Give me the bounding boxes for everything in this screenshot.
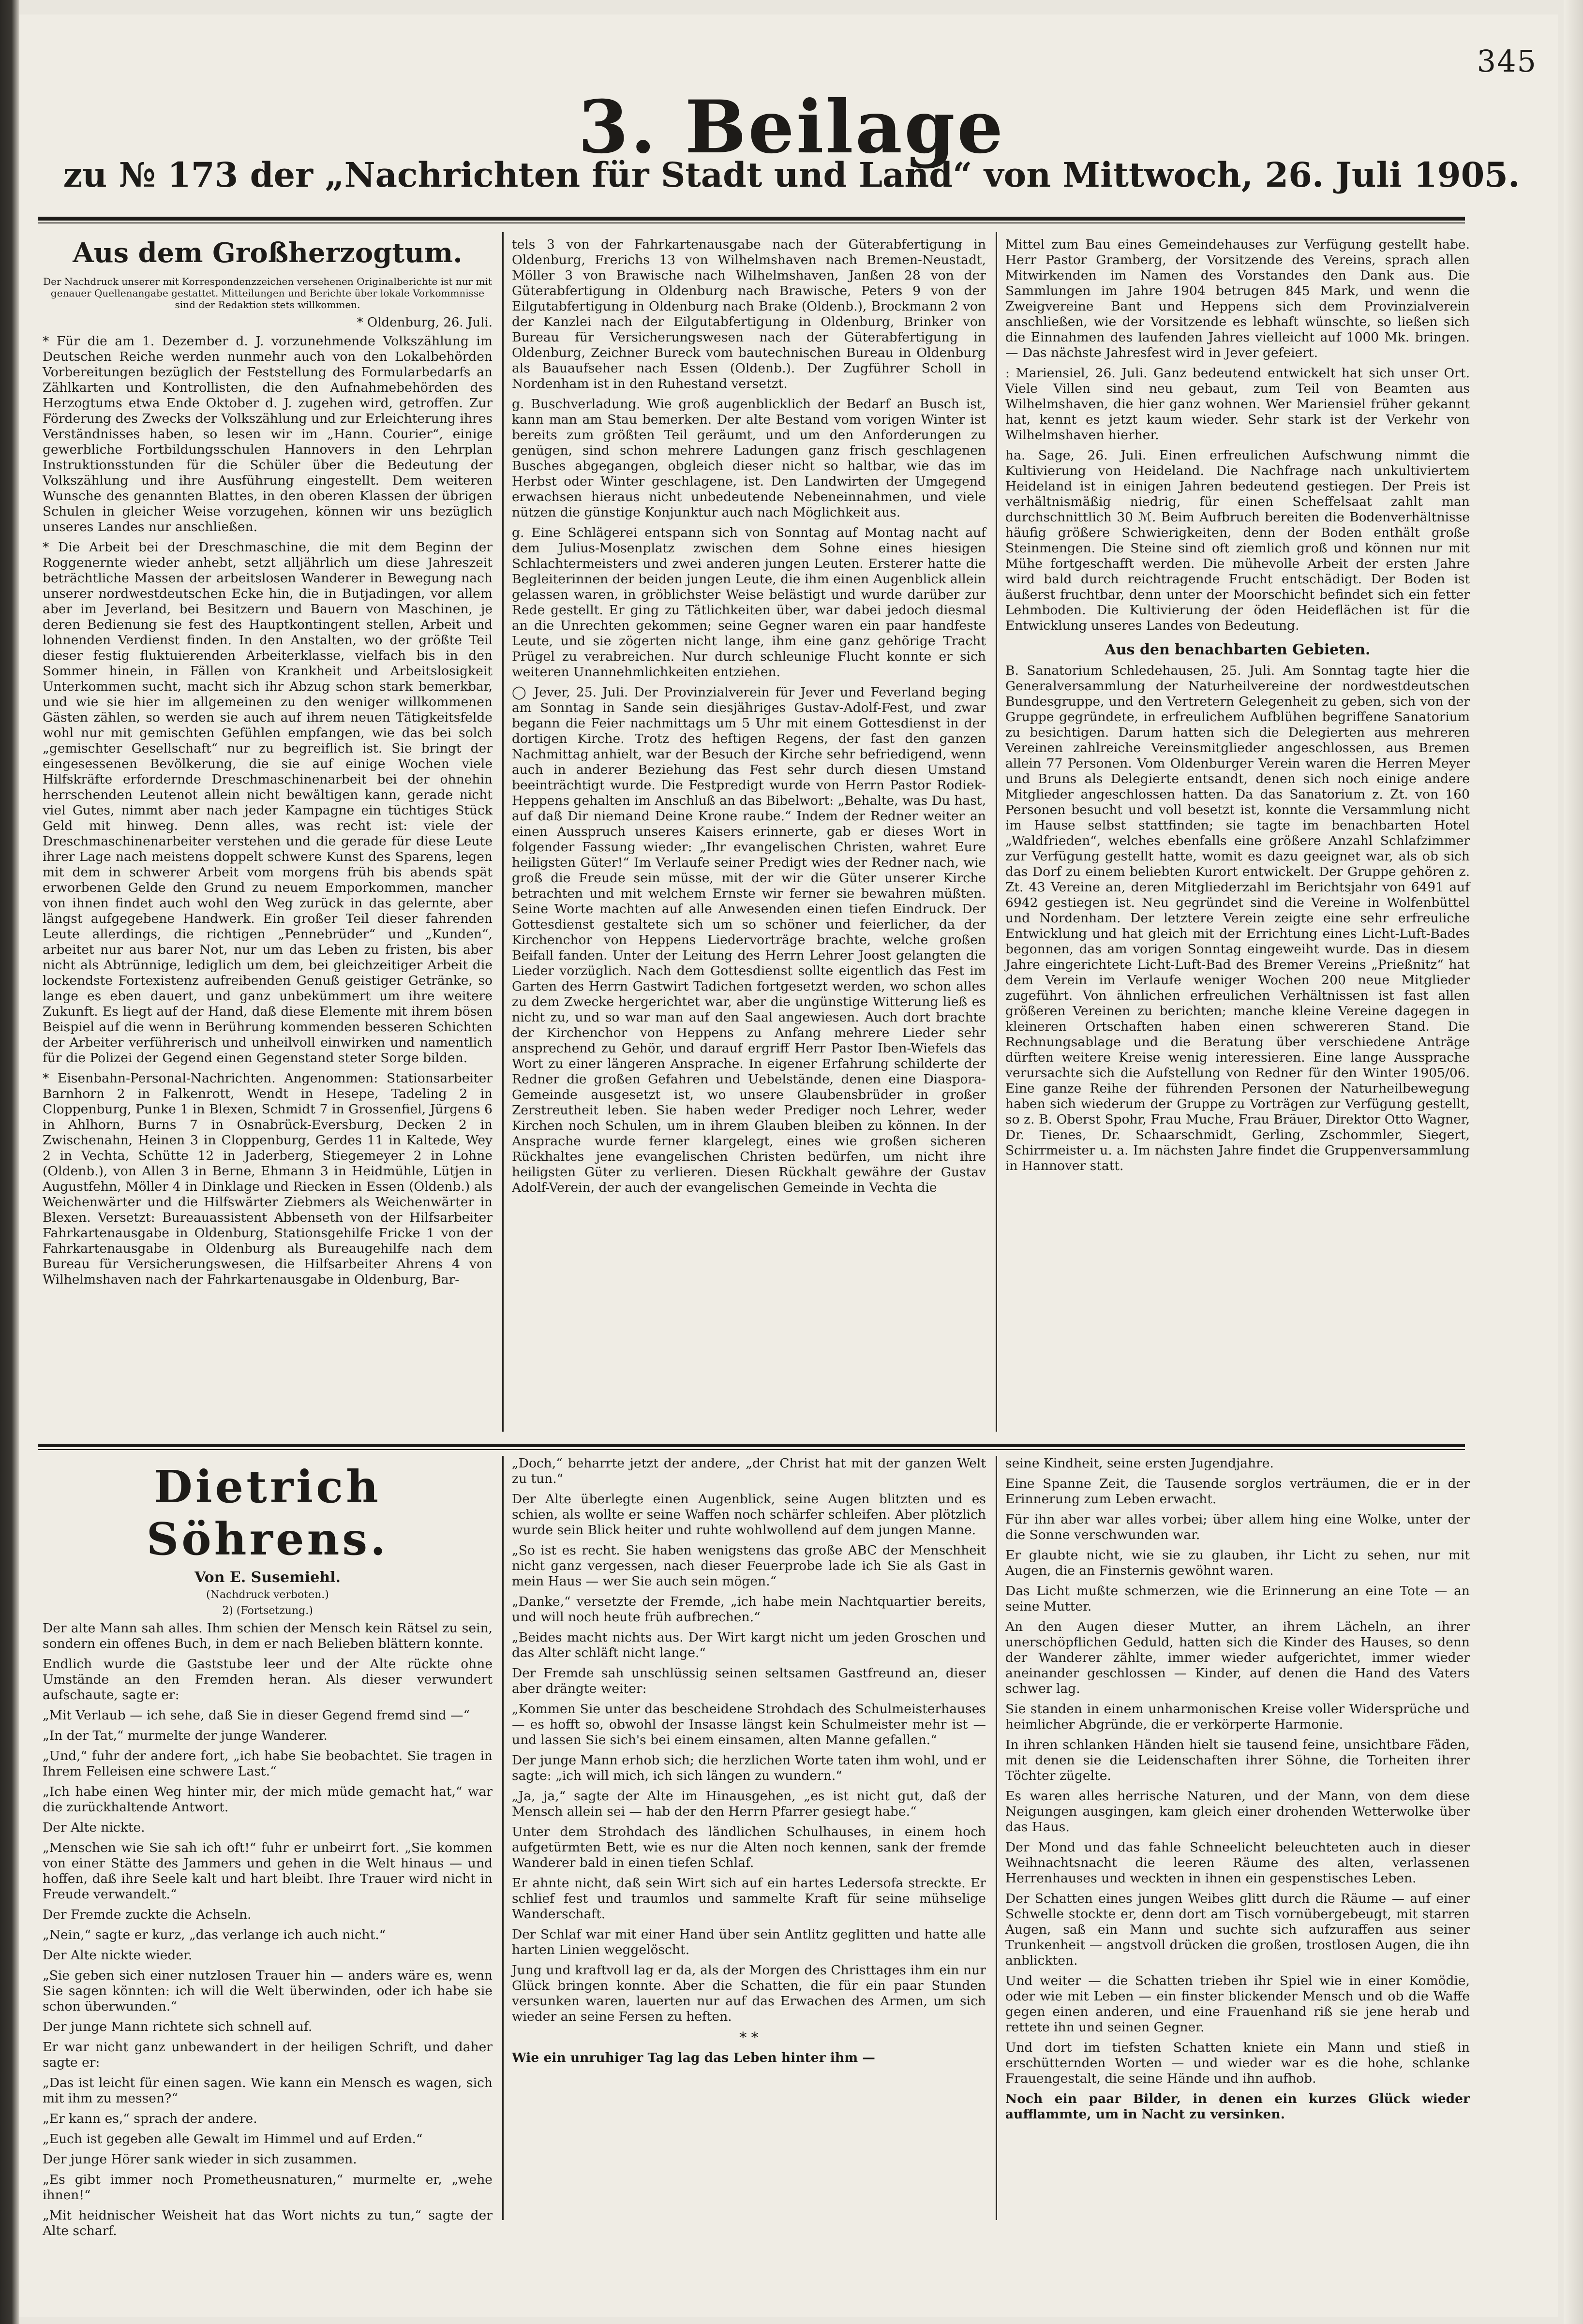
novel-paragraph: Sie standen in einem unharmonischen Kreise voller Widersprüche und heimlicher Abgründe, die er verkörperte Harmonie. xyxy=(1005,1702,1470,1732)
novel-paragraph: seine Kindheit, seine ersten Jugendjahre. xyxy=(1005,1456,1274,1471)
feuilleton-rule-thin xyxy=(38,1449,1465,1450)
novel-column-3 xyxy=(1005,1456,1470,2220)
novel-installment xyxy=(43,1605,493,1617)
novel-paragraph: Der Alte nickte. xyxy=(43,1820,145,1835)
reprint-note: Der Nachdruck unserer mit Korrespondenzzeichen versehenen Originalberichte ist nur mit genauer Quellenangabe gestattet. Mitteilungen und Berichte über lokale Vorkommnisse sind der Redaktion stets willkommen. xyxy=(43,276,492,311)
novel-paragraph: Der Fremde zuckte die Achseln. xyxy=(43,1907,252,1922)
article-jever-cont: Mittel zum Bau eines Gemeindehauses zur Verfügung gestellt habe. Herr Pastor Gramberg, der Vorsitzende des Vereins, sprach allen Mitwirkenden im Namen des Vorstandes den Dank aus. Die Sammlungen im Jahre 1904 betrugen 845 Mark, und wenn die Zweigvereine Bant und Heppens sich dem Provinzialverein anschließen, wie der Vorsitzende es lebhaft wünschte, so ließen sich die Einnahmen des laufenden Jahres vielleicht auf 1000 Mk. bringen. — Das nächste Jahresfest wird in Jever gefeiert. xyxy=(1005,237,1470,360)
novel-paragraph: Der Alte nickte wieder. xyxy=(43,1948,193,1963)
novel-column-2 xyxy=(512,1456,986,2220)
novel-paragraph: Der Schatten eines jungen Weibes glitt durch die Räume — auf einer Schwelle stockte er, denn dort am Tisch vornübergebeugt, mit starren Augen, saß ein Mann und suchte sich aufzuraffen aus seiner Trunkenheit — angstvoll drücken die großen, trostlosen Augen, die ihn anblickten. xyxy=(1005,1891,1470,1968)
novel-paragraph: „Euch ist gegeben alle Gewalt im Himmel und auf Erden.“ xyxy=(43,2132,423,2146)
column-2-upper xyxy=(512,237,986,1432)
supplement-title: 3. Beilage xyxy=(578,85,1005,170)
article-schlaegerei: g. Eine Schlägerei entspann sich von Sonntag auf Montag nacht auf dem Julius-Mosenplatz zwischen dem Sohne eines hiesigen Schlachtermeisters und zwei anderen jungen Leuten. Ersterer hatte die Begleiterinnen der beiden jungen Leute, die ihm einen Augenblick allein gelassen waren, in gröblichster Weise belästigt und wurde darüber zur Rede gestellt. Er ging zu Tätlichkeiten über, war dabei jedoch diesmal an die Unrechten gekommen; seine Gegner waren ein paar handfeste Leute, und sie zögerten nicht lange, ihm eine ganz gehörige Tracht Prügel zu verabreichen. Nur durch schleunige Flucht konnte er sich weiteren Unannehmlichkeiten entziehen. xyxy=(512,525,986,680)
novel-paragraph: „Sie geben sich einer nutzlosen Trauer hin — anders wäre es, wenn Sie sagen könnten: ich will die Welt überwinden, oder ich habe sie schon überwunden.“ xyxy=(43,1968,493,2014)
novel-paragraph: „In der Tat,“ murmelte der junge Wanderer. xyxy=(43,1728,328,1743)
novel-paragraph: „Ja, ja,“ sagte der Alte im Hinausgehen, „es ist nicht gut, daß der Mensch allein sei — hab der den Herrn Pfarrer gesiegt habe.“ xyxy=(512,1789,986,1819)
novel-paragraph: Der alte Mann sah alles. Ihm schien der Mensch kein Rätsel zu sein, sondern ein offenes Buch, in dem er nach Belieben blättern konnte. xyxy=(43,1621,493,1651)
novel-paragraph: „Mit Verlaub — ich sehe, daß Sie in dieser Gegend fremd sind —“ xyxy=(43,1708,470,1723)
novel-paragraph: Eine Spanne Zeit, die Tausende sorglos verträumen, die er in der Erinnerung zum Leben erwacht. xyxy=(1005,1476,1470,1507)
page-number: 345 xyxy=(1477,44,1537,79)
novel-title: Dietrich Söhrens. xyxy=(146,1461,389,1565)
novel-paragraph: Der Alte überlegte einen Augenblick, seine Augen blitzten und es schien, als wollte er seine Waffen noch schärfer schleifen. Aber plötzlich wurde sein Blick heiter und ruhte wohlwollend auf dem jungen Manne. xyxy=(512,1492,986,1538)
novel-paragraph: Das Licht mußte schmerzen, wie die Erinnerung an eine Tote — an seine Mutter. xyxy=(1005,1584,1470,1614)
novel-paragraph: „Er kann es,“ sprach der andere. xyxy=(43,2111,257,2126)
novel-paragraph: „Nein,“ sagte er kurz, „das verlange ich auch nicht.“ xyxy=(43,1927,386,1942)
novel-paragraph: „Doch,“ beharrte jetzt der andere, „der Christ hat mit der ganzen Welt zu tun.“ xyxy=(512,1456,986,1486)
novel-paragraph: „So ist es recht. Sie haben wenigstens das große ABC der Menschheit nicht ganz vergessen, nach dieser Feuerprobe lade ich Sie als Gast in mein Haus — wer Sie auch sein mögen.“ xyxy=(512,1543,986,1589)
novel-paragraph: Der Fremde sah unschlüssig seinen seltsamen Gastfreund an, dieser aber drängte weiter: xyxy=(512,1666,986,1696)
novel-paragraph: Für ihn aber war alles vorbei; über allem hing eine Wolke, unter der die Sonne verschwunden war. xyxy=(1005,1512,1470,1542)
novel-column-1 xyxy=(43,1456,493,2238)
novel-paragraph: Endlich wurde die Gaststube leer und der Alte rückte ohne Umstände an den Fremden heran. Als dieser verwundert aufschaute, sagte er: xyxy=(43,1657,493,1702)
novel-paragraph: Und weiter — die Schatten trieben ihr Spiel wie in einer Komödie, oder wie mit Leben — ein finster blickender Mensch und ob die Waffe gegen einen anderen, und eine Frauenhand riß sie jene herab und rettete ihn und seinen Gegner. xyxy=(1005,1973,1470,2035)
novel-paragraph: Unter dem Strohdach des ländlichen Schulhauses, in einem hoch aufgetürmten Bett, wie es nur die Alten noch kennen, sank der fremde Wanderer bald in einen tiefen Schlaf. xyxy=(512,1824,986,1870)
column-3-upper xyxy=(1005,237,1470,1432)
article-sanatorium-schledehausen: B. Sanatorium Schledehausen, 25. Juli. Am Sonntag tagte hier die Generalversammlung der Naturheilvereine der nordwestdeutschen Bundesgruppe, und den Vertretern Gelegenheit zu geben, sich von der Gruppe gegründete, in erfreulichem Aufblühen begriffene Sanatorium zu besichtigen. Darum hatten sich die Delegierten aus mehreren Vereinen zahlreiche Vereinsmitglieder angeschlossen, aus Bremen allein 77 Personen. Vom Oldenburger Verein waren die Herren Meyer und Bruns als Delegierte entsandt, denen sich noch einige andere Mitglieder angeschlossen hatten. Da das Sanatorium z. Zt. von 160 Personen besucht und voll besetzt ist, konnte die Versammlung nicht im Hause selbst stattfinden; sie tagte im benachbarten Hotel „Waldfrieden“, welches ebenfalls eine größere Anzahl Schlafzimmer zur Verfügung gestellt hatte, womit es dazu geeignet war, als ob sich das Dorf zu einem beliebten Kurort entwickelt. Der Gruppe gehören z. Zt. 43 Vereine an, deren Mitgliederzahl im Berichtsjahr von 6491 auf 6942 gestiegen ist. Neu gegründet sind die Vereine in Wolfenbüttel und Nordenham. Der letztere Verein zeigte eine sehr erfreuliche Entwicklung und hat gleich mit der Errichtung eines Licht-Luft-Bades begonnen, das am vorigen Sonntag eingeweiht wurde. Das in diesem Jahre eingerichtete Licht-Luft-Bad des Bremer Vereins „Prießnitz“ hat dem Verein im Verlaufe weniger Wochen 200 neue Mitglieder zugeführt. Von ähnlichen erfreulichen Verhältnissen ist fast allen größeren Vereinen zu berichten; manche kleine Vereine dagegen in kleineren Ortschaften haben einen schwereren Stand. Die Rechnungsablage und die Beratung über verschiedene Anträge dürften weitere Kreise wenig interessieren. Eine lange Aussprache verursachte sich die Aufstellung von Redner für den Winter 1905/06. Eine ganze Reihe der führenden Personen der Naturheilbewegung haben sich wiederum der Gruppe zu Vorträgen zur Verfügung gestellt, so z. B. Oberst Spohr, Frau Muche, Frau Bräuer, Direktor Otto Wagner, Dr. Tienes, Dr. Schaarschmidt, Gerling, Zschommler, Siegert, Schirrmeister u. a. Im nächsten Jahre findet die Gruppenversammlung in Hannover statt. xyxy=(1005,663,1470,1173)
feuilleton-divider-2 xyxy=(996,1456,997,2220)
novel-paragraph: „Beides macht nichts aus. Der Wirt kargt nicht um jeden Groschen und das Alter schläft nicht lange.“ xyxy=(512,1630,986,1660)
column-divider-1 xyxy=(502,232,504,1432)
masthead-subtitle: zu № 173 der „Nachrichten für Stadt und Land“ von Mittwoch, 26. Juli 1905. xyxy=(63,155,1520,195)
novel-author: Von E. Susemiehl. xyxy=(194,1569,341,1586)
article-buschverladung: g. Buschverladung. Wie groß augenblicklich der Bedarf an Busch ist, kann man am Stau bemerken. Der alte Bestand vom vorigen Winter ist bereits zum größten Teil geräumt, und um den Anforderungen zu genügen, sind schon mehrere Ladungen ganz frisch geschlagenen Busches abgegangen, obgleich dieser nicht so haltbar, wie das im Herbst oder Winter geschlagene, ist. Den Landwirten der Umgegend erwachsen hieraus nicht unbedeutende Nebeneinnahmen, und viele nützen die günstige Konjunktur auch nach Möglichkeit aus. xyxy=(512,397,986,520)
section-heading-benachbarte-gebiete: Aus den benachbarten Gebieten. xyxy=(1105,641,1371,658)
novel-paragraph: Der junge Hörer sank wieder in sich zusammen. xyxy=(43,2152,357,2167)
section-break-stars: * * xyxy=(739,2029,759,2046)
novel-paragraph: Der junge Mann richtete sich schnell auf. xyxy=(43,2019,313,2034)
novel-paragraph: „Menschen wie Sie sah ich oft!“ fuhr er unbeirrt fort. „Sie kommen von einer Stätte des Jammers und gehen in die Welt hinaus — und hoffen, daß ihre Seele kalt und hart bleibt. Ihre Trauer wird nicht in Freude verwandelt.“ xyxy=(43,1840,493,1902)
feuilleton-rule-thick xyxy=(38,1444,1465,1447)
novel-paragraph: Jung und kraftvoll lag er da, als der Morgen des Christtages ihm ein nur Glück bringen konnte. Aber die Schatten, die für ein paar Stunden versunken waren, lauerten nur auf das Erwachen des Armen, um sich wieder an seine Fersen zu heften. xyxy=(512,1963,986,2024)
masthead-rule-thick xyxy=(38,217,1465,221)
novel-paragraph: Er glaubte nicht, wie sie zu glauben, ihr Licht zu sehen, nur mit Augen, die an Finsternis gewöhnt waren. xyxy=(1005,1548,1470,1578)
article-dreschmaschine: * Die Arbeit bei der Dreschmaschine, die mit dem Beginn der Roggenernte wieder anhebt, setzt alljährlich um diese Jahreszeit beträchtliche Massen der arbeitslosen Wanderer in Bewegung nach unserer nordwestdeutschen Ecke hin, die in Butjadingen, vor allem aber im Jeverland, bei Besitzern und Bauern von Maschinen, je deren Bedienung sie fest des Hauptkontingent stellen, Arbeit und lohnenden Verdienst finden. In den Anstalten, wo der größte Teil dieser festig fluktuierenden Arbeiterklasse, vielfach bis in den Sommer hinein, in Fällen von Krankheit und Arbeitslosigkeit Unterkommen sucht, macht sich ihr Abzug schon stark bemerkbar, und wie sie hier im allgemeinen zu den weniger willkommenen Gästen zählen, so werden sie auch auf ihrem neuen Tätigkeitsfelde wohl nur mit gemischten Gefühlen empfangen, wie das bei solch „gemischter Gesellschaft“ nur zu begreiflich ist. Sie bringt der eingesessenen Bevölkerung, die sie auf einige Wochen viele Hilfskräfte erfordernde Dreschmaschinenarbeit bei der ohnehin herrschenden Leutenot allein nicht bewältigen kann, gerade nicht viel Gutes, nimmt aber nach jeder Kampagne ein tüchtiges Stück Geld mit hinweg. Denn alles, was recht ist: viele der Dreschmaschinenarbeiter verstehen und die gerade für diese Leute ihrer Lage nach meistens doppelt schwere Kunst des Sparens, legen mit dem in schwerer Arbeit vom morgens früh bis abends spät erworbenen Gelde den Grund zu neuem Emporkommen, mancher von ihnen findet auch wohl den Weg zurück in das gelernte, aber längst aufgegebene Handwerk. Ein großer Teil dieser fahrenden Leute allerdings, die richtigen „Pennebrüder“ und „Kunden“, arbeitet nur aus barer Not, nur um das Leben zu fristen, bis aber nicht als Abtrünnige, lediglich um dem, bei gleichzeitiger Arbeit die lockendste Fortexistenz aufreibenden Genuß geistiger Getränke, so lange es eben dauert, und ganz unbekümmert um ihre weitere Zukunft. Es liegt auf der Hand, daß diese Elemente mit ihrem bösen Beispiel auf die wenn in Berührung kommenden besseren Schichten der Arbeiter verführerisch und unheilvoll einwirken und namentlich für die Polizei der Gegend einen Gegenstand steter Sorge bilden. xyxy=(43,540,493,1066)
section-heading-grossherzogtum: Aus dem Großherzogtum. xyxy=(73,237,463,269)
novel-paragraph: „Es gibt immer noch Prometheusnaturen,“ murmelte er, „wehe ihnen!“ xyxy=(43,2172,493,2203)
article-jever-gustav-adolf-fest: ◯ Jever, 25. Juli. Der Provinzialverein für Jever und Feverland beging am Sonntag in Sande sein diesjähriges Gustav-Adolf-Fest, und zwar begann die Feier nachmittags um 5 Uhr mit einem Gottesdienst in der dortigen Kirche. Trotz des heftigen Regens, der fast den ganzen Nachmittag anhielt, war der Besuch der Kirche sehr befriedigend, wenn auch in anderer Beziehung das Fest sehr durch diesen Umstand beeinträchtigt wurde. Die Festpredigt wurde von Herrn Pastor Rodiek-Heppens gehalten im Anschluß an das Bibelwort: „Behalte, was Du hast, auf daß Dir niemand Deine Krone raube.“ Indem der Redner weiter an einen Ausspruch unseres Kaisers erinnerte, gab er dieses Wort in folgender Fassung wieder: „Ihr evangelischen Christen, wahret Eure heiligsten Güter!“ Im Verlaufe seiner Predigt wies der Redner nach, wie groß die Freude sein müsse, mit der wir die Güter unserer Kirche betrachten und mit welchem Ernste wir ferner sie bewahren müßten. Seine Worte machten auf alle Anwesenden einen tiefen Eindruck. Der Gottesdienst gestaltete sich um so schöner und feierlicher, da der Kirchenchor von Heppens Liedervorträge brachte, welche großen Beifall fanden. Unter der Leitung des Herrn Lehrer Joost gelangten die Lieder vorzüglich. Nach dem Gottesdienst sollte eigentlich das Fest im Garten des Herrn Gastwirt Tadichen fortgesetzt werden, wo schon alles zu dem Zwecke hergerichtet war, aber die ungünstige Witterung ließ es nicht zu, und so war man auf den Saal angewiesen. Auch dort brachte der Kirchenchor von Heppens zu Anfang mehrere Lieder sehr ansprechend zu Gehör, und darauf ergriff Herr Pastor Iben-Wiefels das Wort zu einer längeren Ansprache. In eigener Erfahrung schilderte der Redner die großen Gefahren und Uebelstände, denen eine Diaspora-Gemeinde ausgesetzt ist, wo unsere Glaubensbrüder in großer Zerstreutheit leben. Sie haben weder Prediger noch Lehrer, weder Kirchen noch Schulen, um in ihrem Glauben bleiben zu können. In der Ansprache wurde ferner klargelegt, eines wie großen sicheren Rückhaltes jene evangelischen Christen bedürfen, um nicht ihre heiligsten Güter zu verlieren. Diesen Rückhalt gewähre der Gustav Adolf-Verein, der auch der evangelischen Gemeinde in Vechta die xyxy=(512,685,986,1195)
novel-paragraph: Der junge Mann erhob sich; die herzlichen Worte taten ihm wohl, und er sagte: „ich will mich, ich sich längen zu wundern.“ xyxy=(512,1753,986,1783)
scan-binding-edge xyxy=(0,0,19,2324)
novel-paragraph: In ihren schlanken Händen hielt sie tausend feine, unsichtbare Fäden, mit denen sie die Leidenschaften ihrer Söhne, die Torheiten ihrer Töchter zügelte. xyxy=(1005,1737,1470,1783)
novel-paragraph: „Danke,“ versetzte der Fremde, „ich habe mein Nachtquartier bereits, und will noch heute früh aufbrechen.“ xyxy=(512,1594,986,1625)
scan-right-edge xyxy=(1564,0,1583,2324)
article-eisenbahn-personal: * Eisenbahn-Personal-Nachrichten. Angenommen: Stationsarbeiter Barnhorn 2 in Falkenrott, Wendt in Hesepe, Tadeling 2 in Cloppenburg, Punke 1 in Blexen, Schmidt 7 in Grossenfiel, Jürgens 6 in Ahlhorn, Burns 7 in Osnabrück-Eversburg, Decken 2 in Zwischenahn, Heinen 3 in Cloppenburg, Gerdes 11 in Kaltede, Wey 2 in Vechta, Schütte 12 in Jaderberg, Stiegemeyer 2 in Lohne (Oldenb.), von Allen 3 in Berne, Ehmann 3 in Heidmühle, Lütjen in Augustfehn, Möller 4 in Dinklage und Riecken in Essen (Oldenb.) als Weichenwärter und die Hilfswärter Ziebmers als Weichenwärter in Blexen. Versetzt: Bureauassistent Abbenseth von der Hilfsarbeiter Fahrkartenausgabe in Oldenburg, Stationsgehilfe Fricke 1 von der Fahrkartenausgabe in Oldenburg als Bureaugehilfe nach dem Bureau für Versicherungswesen, die Hilfsarbeiter Ahrens 4 von Wilhelmshaven nach der Fahrkartenausgabe in Oldenburg, Bar- xyxy=(43,1071,493,1287)
novel-paragraph: „Ich habe einen Weg hinter mir, der mich müde gemacht hat,“ war die zurückhaltende Antwort. xyxy=(43,1784,493,1815)
novel-paragraph: Es waren alles herrische Naturen, und der Mann, von dem diese Neigungen ausgingen, kam gleich einer drohenden Wetterwolke über das Haus. xyxy=(1005,1789,1470,1835)
novel-paragraph: Und dort im tiefsten Schatten kniete ein Mann und stieß in erschütternden Worten — und wieder war es die hohe, schlanke Frauengestalt, die seine Hände und ihn aufhob. xyxy=(1005,2040,1470,2086)
feuilleton-divider-1 xyxy=(502,1456,504,2220)
novel-paragraph: Er war nicht ganz unbewandert in der heiligen Schrift, und daher sagte er: xyxy=(43,2040,493,2070)
column-divider-2 xyxy=(996,232,997,1432)
novel-paragraph: An den Augen dieser Mutter, an ihrem Lächeln, an ihrer unerschöpflichen Geduld, hatten sich die Kinder des Hauses, so denn der Wanderer zählte, immer wieder aufgerichtet, immer wieder aneinander geschlossen — Kinder, auf denen die Hand des Vaters schwer lag. xyxy=(1005,1619,1470,1696)
novel-paragraph: „Mit heidnischer Weisheit hat das Wort nichts zu tun,“ sagte der Alte scharf. xyxy=(43,2208,493,2238)
masthead-rule-thin xyxy=(38,222,1465,223)
dateline-oldenburg: * Oldenburg, 26. Juli. xyxy=(357,315,493,330)
novel-paragraph: „Und,“ fuhr der andere fort, „ich habe Sie beobachtet. Sie tragen in Ihrem Felleisen eine schwere Last.“ xyxy=(43,1748,493,1779)
novel-paragraph: Er ahnte nicht, daß sein Wirt sich auf ein hartes Ledersofa streckte. Er schlief fest und traumlos und sammelte Kraft für seine mühselige Wanderschaft. xyxy=(512,1876,986,1922)
continuation-label: (Fortsetzung.) xyxy=(236,1605,313,1617)
novel-paragraph: Noch ein paar Bilder, in denen ein kurzes Glück wieder aufflammte, um in Nacht zu versinken. xyxy=(1005,2091,1470,2122)
installment-number: 2) xyxy=(222,1605,233,1617)
novel-copyright-note: (Nachdruck verboten.) xyxy=(206,1589,329,1601)
novel-paragraph: Der Schlaf war mit einer Hand über sein Antlitz geglitten und hatte alle harten Linien weggelöscht. xyxy=(512,1927,986,1957)
article-eisenbahn-personal-cont: tels 3 von der Fahrkartenausgabe nach der Güterabfertigung in Oldenburg, Frerichs 13 von Wilhelmshaven nach Bremen-Neustadt, Möller 3 von Brawische nach Wilhelmshaven, Janßen 28 von der Güterabfertigung in Oldenburg nach Brawische, Peters 9 von der Eilgutabfertigung in Oldenburg nach Brake (Oldenb.), Brockmann 2 von der Kanzlei nach der Eilgutabfertigung in Oldenburg, Brinker von Bureau für Versicherungswesen nach der Güterabfertigung in Oldenburg, Zeichner Bureck vom bautechnischen Bureau in Oldenburg als Bauaufseher nach Essen (Oldenb.). Der Zugführer Scholl in Nordenham ist in den Ruhestand versetzt. xyxy=(512,237,986,391)
novel-paragraph: Der Mond und das fahle Schneelicht beleuchteten auch in dieser Weihnachtsnacht die leeren Räume des alten, verlassenen Herrenhauses und weckten in ihnen ein gespenstisches Leben. xyxy=(1005,1840,1470,1886)
article-volkszaehlung: * Für die am 1. Dezember d. J. vorzunehmende Volkszählung im Deutschen Reiche werden nunmehr auch von den Lokalbehörden Vorbereitungen bezüglich der Feststellung des Formularbedarfs an Zählkarten und Kontrollisten, die den Aufnahmebehörden des Herzogtums etwa Ende Oktober d. J. zugehen wird, getroffen. Zur Förderung des Zwecks der Volkszählung und zur Erleichterung ihres Verständnisses haben, so lesen wir im „Hann. Courier“, einige gewerbliche Fortbildungsschulen Hannovers in den Lehrplan Instruktionsstunden für die Schüler über die Bedeutung der Volkszählung und ihre Ausführung eingestellt. Dem weiteren Wunsche des genannten Blattes, in den oberen Klassen der übrigen Schulen in gleicher Weise vorzugehen, können wir uns bezüglich unseres Landes nur anschließen. xyxy=(43,334,493,534)
article-mariensiel: : Mariensiel, 26. Juli. Ganz bedeutend entwickelt hat sich unser Ort. Viele Villen sind neu gebaut, zum Teil von Beamten aus Wilhelmshaven, die hier ganz wohnen. Wer Mariensiel früher gekannt hat, kennt es jetzt kaum wieder. Sehr stark ist der Verkehr von Wilhelmshaven hierher. xyxy=(1005,366,1470,443)
novel-paragraph: „Das ist leicht für einen sagen. Wie kann ein Mensch es wagen, sich mit ihm zu messen?“ xyxy=(43,2075,493,2106)
article-sage-heideland: ha. Sage, 26. Juli. Einen erfreulichen Aufschwung nimmt die Kultivierung von Heideland. Die Nachfrage nach unkultiviertem Heideland ist in einigen Jahren bedeutend gestiegen. Der Preis ist verhältnismäßig niedrig, für einen Scheffelsaat zahlt man durchschnittlich 30 ℳ. Beim Aufbruch bereiten die Bodenverhältnisse häufig größere Schwierigkeiten, denn der Boden enthält große Steinmengen. Die Steine sind oft ziemlich groß und können nur mit Mühe fortgeschafft werden. Die mühevolle Arbeit der ersten Jahre wird bald durch reichtragende Frucht entschädigt. Der Boden ist äußerst fruchtbar, denn unter der Moorschicht befindet sich ein fetter Lehmboden. Die Kultivierung der öden Heideflächen ist für die Entwicklung unseres Landes von Bedeutung. xyxy=(1005,448,1470,633)
novel-paragraph: „Kommen Sie unter das bescheidene Strohdach des Schulmeisterhauses — es hofft so, obwohl der Insasse längst kein Schulmeister mehr ist — und lassen Sie sich's bei einem einsamen, alten Manne gefallen.“ xyxy=(512,1702,986,1747)
novel-paragraph: Wie ein unruhiger Tag lag das Leben hinter ihm — xyxy=(512,2050,875,2065)
column-1-upper xyxy=(43,237,493,1432)
